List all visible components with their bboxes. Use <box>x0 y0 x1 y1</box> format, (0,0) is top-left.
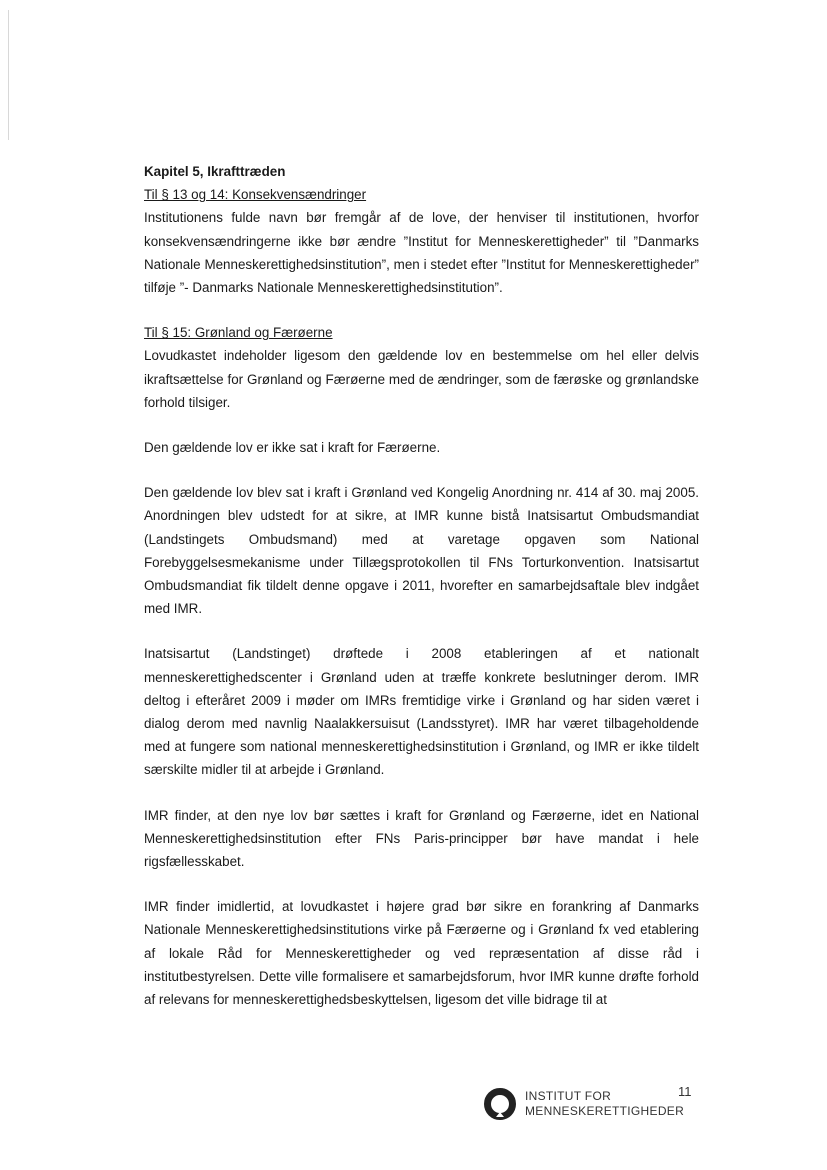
institute-logo <box>483 1087 684 1121</box>
paragraph: IMR finder imidlertid, at lovudkastet i højere grad bør sikre en forankring af Danmarks Nationale Menneskerettighedsinstitutions virke på Færøerne og i Grønland fx ved etablering af lokale Råd for Menneskerettigheder og ved repræsentation af disse råd i institutbestyrelsen. Dette ville formalisere et samarbejdsforum, hvor IMR kunne drøfte forhold af relevans for menneskerettighedsbeskyttelsen, ligesom det ville bidrage til at <box>144 899 699 1008</box>
circle-logo-icon <box>483 1087 517 1121</box>
chapter-title: Kapitel 5, Ikrafttræden <box>144 164 286 179</box>
paragraph: IMR finder, at den nye lov bør sættes i kraft for Grønland og Færøerne, idet en National Menneskerettighedsinstitution efter FNs Paris-principper bør have mandat i hele rigsfællesskabet. <box>144 807 699 870</box>
section-heading-15: Til § 15: Grønland og Færøerne <box>144 325 333 341</box>
logo-text <box>525 1089 684 1119</box>
paragraph: Lovudkastet indeholder ligesom den gældende lov en bestemmelse om hel eller delvis ikraftsættelse for Grønland og Færøerne med de ændringer, som de færøske og grønlandske forhold tilsiger. <box>144 348 699 410</box>
page-number: 11 <box>678 1084 692 1099</box>
document-body <box>144 160 699 1011</box>
paragraph: Den gældende lov er ikke sat i kraft for Færøerne. <box>144 440 441 456</box>
paragraph: Inatsisartut (Landstinget) drøftede i 2008 etableringen af et nationalt menneskerettighedscenter i Grønland uden at træffe konkrete beslutninger derom. IMR deltog i efteråret 2009 i møder om IMRs fremtidige virke i Grønland og har siden været i dialog derom med navnlig Naalakkersuisut (Landsstyret). IMR har været tilbageholdende med at fungere som national menneskerettighedsinstitution i Grønland, og IMR er ikke tildelt særskilte midler til at arbejde i Grønland. <box>144 646 699 778</box>
paragraph: Institutionens fulde navn bør fremgår af de love, der henviser til institutionen, hvorfor konsekvensændringerne ikke bør ændre ”Institut for Menneskerettigheder” til ”Danmarks Nationale Menneskerettighedsinstitution”, men i stedet efter ”Institut for Menneskerettigheder” tilføje ”- Danmarks Nationale Menneskerettighedsinstitution”. <box>144 210 699 296</box>
paragraph: Den gældende lov blev sat i kraft i Grønland ved Kongelig Anordning nr. 414 af 30. maj 2005. Anordningen blev udstedt for at sikre, at IMR kunne bistå Inatsisartut Ombudsmandiat (Landstingets Ombudsmand) med at varetage opgaven som National Forebyggelsesmekanisme under Tillægsprotokollen til FNs Torturkonvention. Inatsisartut Ombudsmandiat fik tildelt denne opgave i 2011, hvorefter en samarbejdsaftale blev indgået med IMR. <box>144 485 699 617</box>
section-heading-13-14: Til § 13 og 14: Konsekvensændringer <box>144 187 367 203</box>
logo-line-1: INSTITUT FOR <box>525 1089 612 1103</box>
logo-line-2: MENNESKERETTIGHEDER <box>525 1104 685 1118</box>
scan-edge-line <box>8 10 9 140</box>
